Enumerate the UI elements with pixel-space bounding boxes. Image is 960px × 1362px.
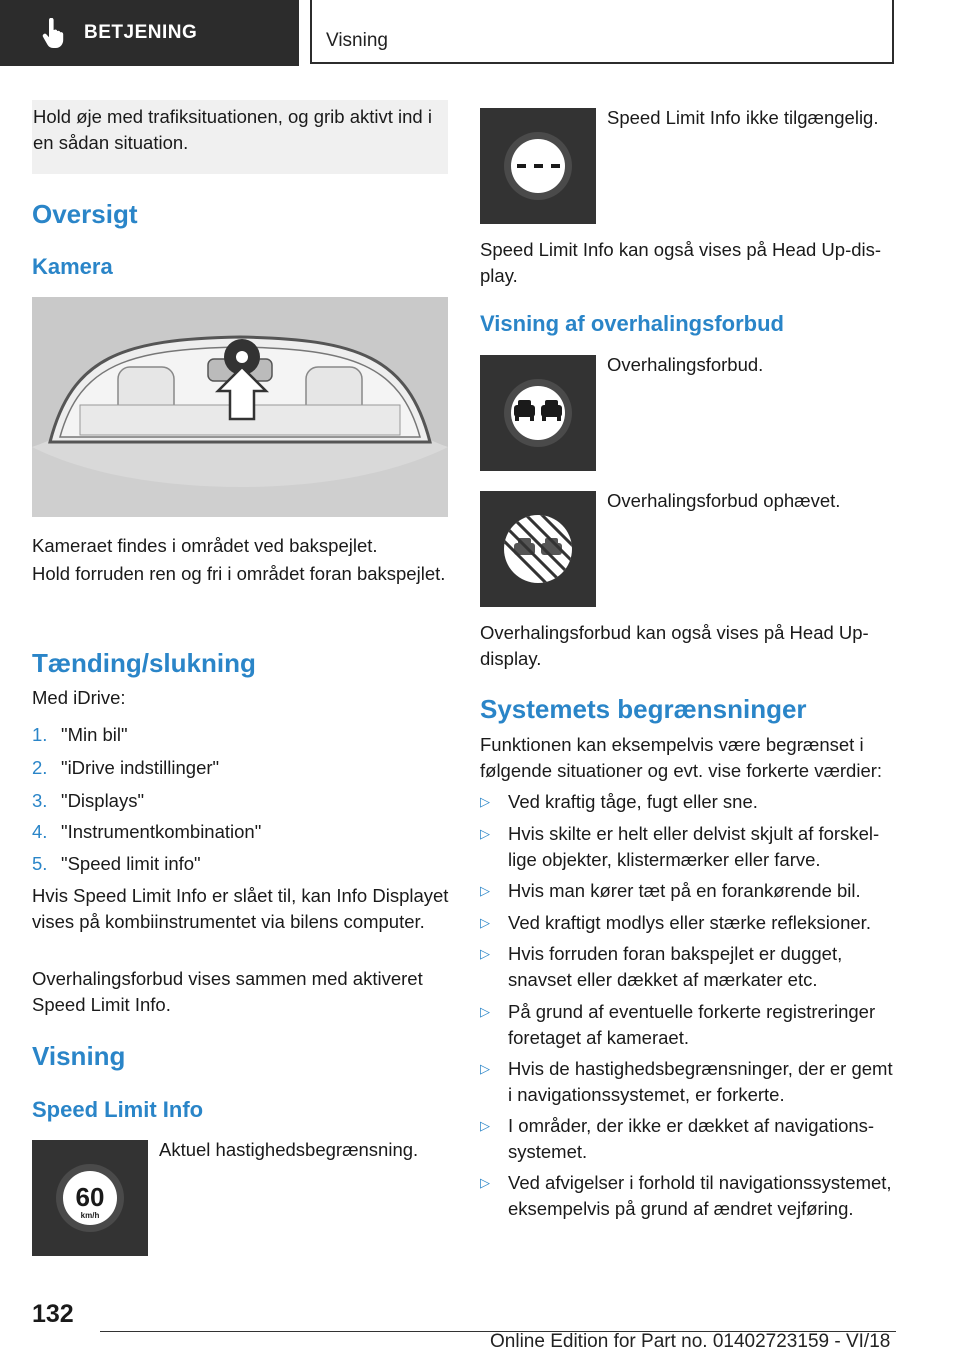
header-title: Visning [326, 30, 388, 51]
warning-text: Hold øje med trafiksituationen, og grib aktivt ind i en sådan situation. [33, 106, 432, 153]
limits-intro: Funktionen kan eksempelvis være begrænset i følgende situationer og evt. vise forkerte værdier: [480, 734, 883, 781]
list-text: Ved afvigelser i forhold til navigationssystemet, eksempelvis på grund af ændret vejføring. [508, 1172, 892, 1219]
list-text: Ved kraftigt modlys eller stærke refleksioner. [508, 912, 871, 933]
list-text: "Speed limit info" [61, 853, 201, 874]
camera-paragraph-2: Hold forruden ren og fri i området foran bakspejlet. [32, 563, 446, 584]
hud-paragraph: Speed Limit Info kan også vises på Head Up-display. [480, 239, 882, 286]
hand-pointer-icon [40, 18, 66, 48]
list-text: Hvis man kører tæt på en forankørende bil. [508, 880, 861, 901]
list-text: Hvis forruden foran bakspejlet er dugget, snavset eller dækket af mærkater etc. [508, 943, 843, 990]
header-title-frame [310, 0, 894, 64]
bullet-marker-icon: ▷ [480, 1061, 490, 1076]
list-text: "Instrumentkombination" [61, 821, 262, 842]
heading-system-limits: Systemets begrænsninger [480, 694, 807, 724]
list-number: 4. [32, 821, 48, 842]
list-text: Hvis skilte er helt eller delvist skjult af forskellige objekter, klistermærker eller farve. [508, 823, 880, 870]
edition-note: Online Edition for Part no. 01402723159 - VI/18 [490, 1331, 891, 1352]
end-no-overtaking-image [480, 491, 596, 607]
overtake-info-paragraph: Overhalingsforbud vises sammen med aktiveret Speed Limit Info. [32, 968, 423, 1015]
info-display-paragraph: Hvis Speed Limit Info er slået til, kan Info Displayet vises på kombiinstrumentet via bilens computer. [32, 885, 449, 932]
list-text: "Min bil" [61, 724, 128, 745]
end-no-overtaking-caption: Overhalingsforbud ophævet. [607, 490, 841, 511]
page-number: 132 [32, 1300, 74, 1328]
list-number: 3. [32, 790, 48, 811]
list-text: "Displays" [61, 790, 145, 811]
bullet-marker-icon: ▷ [480, 915, 490, 930]
list-number: 1. [32, 724, 48, 745]
bullet-marker-icon: ▷ [480, 1175, 490, 1190]
speed-limit-60-image [32, 1140, 148, 1256]
unavailable-caption: Speed Limit Info ikke tilgængelig. [607, 107, 879, 128]
no-overtaking-icon [480, 355, 596, 471]
bullet-marker-icon: ▷ [480, 826, 490, 841]
overtaking-hud-paragraph: Overhalingsforbud kan også vises på Head Up-display. [480, 622, 869, 669]
bullet-marker-icon: ▷ [480, 794, 490, 809]
idrive-intro: Med iDrive: [32, 687, 126, 708]
header-section-label: BETJENING [84, 22, 198, 43]
list-text: Hvis de hastighedsbegrænsninger, der er gemt i navigationssystemet, er forkerte. [508, 1058, 893, 1105]
no-overtaking-image [480, 355, 596, 471]
list-number: 5. [32, 853, 48, 874]
heading-display: Visning [32, 1041, 126, 1071]
heading-overview: Oversigt [32, 199, 138, 229]
sign-speed-value: 60 [75, 1182, 105, 1212]
sign-speed-unit: km/h [80, 1211, 100, 1220]
speed-limit-unavailable-icon [480, 108, 596, 224]
heading-camera: Kamera [32, 254, 113, 279]
speed-limit-unavailable-image [480, 108, 596, 224]
speed-limit-sign-icon [32, 1140, 148, 1256]
heading-speed-limit-info: Speed Limit Info [32, 1097, 204, 1122]
bullet-marker-icon: ▷ [480, 946, 490, 961]
header-section-tab [0, 0, 299, 66]
heading-overtaking-display: Visning af overhalingsforbud [480, 311, 784, 336]
end-no-overtaking-icon [480, 491, 596, 607]
bullet-marker-icon: ▷ [480, 1004, 490, 1019]
bullet-marker-icon: ▷ [480, 1118, 490, 1133]
list-text: Ved kraftig tåge, fugt eller sne. [508, 791, 758, 812]
no-overtaking-caption: Overhalingsforbud. [607, 354, 764, 375]
list-number: 2. [32, 757, 48, 778]
bullet-marker-icon: ▷ [480, 883, 490, 898]
list-text: "iDrive indstillinger" [61, 757, 220, 778]
list-text: I områder, der ikke er dækket af navigationssystemet. [508, 1115, 875, 1162]
camera-paragraph-1: Kameraet findes i området ved bakspejlet. [32, 535, 378, 556]
heading-on-off: Tænding/slukning [32, 648, 256, 678]
speed-limit-caption: Aktuel hastighedsbegrænsning. [159, 1139, 419, 1160]
list-text: På grund af eventuelle forkerte registreringer foretaget af kameraet. [508, 1001, 876, 1048]
camera-location-illustration [32, 297, 448, 517]
